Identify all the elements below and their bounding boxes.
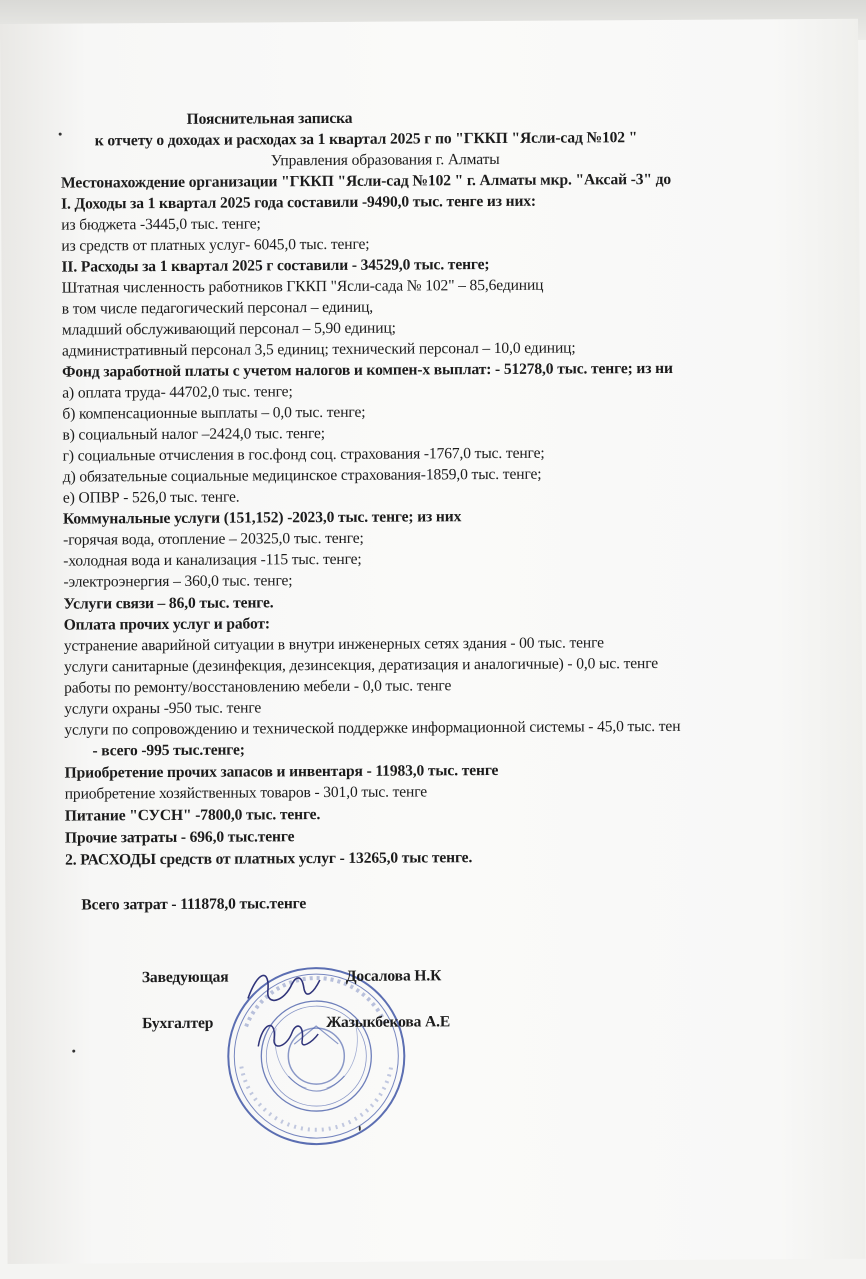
department-line: Управления образования г. Алматы (270, 150, 500, 170)
services-total: - всего -995 тыс.тенге; (92, 741, 245, 760)
payroll-item-f: е) ОПВР - 526,0 тыс. тенге. (62, 488, 240, 507)
other-services-heading: Оплата прочих услуг и работ: (63, 615, 271, 634)
speck (59, 133, 62, 136)
payroll-item-a: а) оплата труда- 44702,0 тыс. тенге; (62, 383, 293, 402)
paid-services-expenses: 2. РАСХОДЫ средств от платных услуг - 13265,0 тыс тенге. (65, 849, 473, 869)
staff-count: Штатная численность работников ГККП "Ясли-сада № 102" – 85,6единиц (61, 276, 544, 297)
income-heading: I. Доходы за 1 квартал 2025 года составили -9490,0 тыс. тенге из них: (61, 192, 537, 213)
payroll-item-c: в) социальный налог –2424,0 тыс. тенге; (62, 425, 325, 444)
utilities-electricity: -электроэнергия – 360,0 тыс. тенге; (63, 572, 293, 591)
head-role: Заведующая (141, 968, 229, 987)
utilities-heading: Коммунальные услуги (151,152) -2023,0 тыс. тенге; из них (62, 508, 462, 528)
document-page (0, 19, 866, 1264)
service-emergency: устранение аварийной ситуации в внутри инженерных сетях здания - 00 тыс. тенге (63, 634, 604, 655)
payroll-item-d: г) социальные отчисления в гос.фонд соц. страхования -1767,0 тыс. тенге; (62, 444, 545, 465)
inventory-purchase: Приобретение прочих запасов и инвентаря - 11983,0 тыс. тенге (64, 761, 499, 782)
accountant-signature (252, 1012, 322, 1057)
service-furniture: работы по ремонту/восстановлению мебели - 0,0 тыс. тенге (64, 677, 452, 697)
food-expenses: Питание "СУСН" -7800,0 тыс. тенге. (64, 806, 321, 825)
service-sanitary: услуги санитарные (дезинфекция, дезинсекция, дератизация и аналогичные) - 0,0 ыс. тенге (63, 654, 659, 676)
total-expenses: Всего затрат - 111878,0 тыс.тенге (81, 895, 307, 914)
utilities-cold-water: -холодная вода и канализация -115 тыс. тенге; (63, 550, 362, 570)
income-paid-services: из средств от платных услуг- 6045,0 тыс. тенге; (61, 235, 370, 255)
head-signature (244, 962, 324, 1012)
speck (359, 1126, 361, 1131)
payroll-item-e: д) обязательные социальные медицинское страхования-1859,0 тыс. тенге; (62, 465, 542, 486)
accountant-role: Бухгалтер (142, 1014, 214, 1033)
service-it-support: услуги по сопровождению и технической поддержке информационной системы - 45,0 тыс. тен (64, 717, 681, 739)
utilities-hot-water: -горячая вода, отопление – 20325,0 тыс. тенге; (63, 529, 364, 549)
communication-services: Услуги связи – 86,0 тыс. тенге. (63, 594, 274, 613)
pedagogical-staff: в том числе педагогический персонал – единиц, (61, 298, 374, 318)
speck (72, 1050, 75, 1053)
service-security: услуги охраны -950 тыс. тенге (64, 699, 262, 718)
expenses-heading: II. Расходы за 1 квартал 2025 г составили - 34529,0 тыс. тенге; (61, 256, 490, 276)
income-budget: из бюджета -3445,0 тыс. тенге; (61, 215, 261, 234)
document-subtitle: к отчету о доходах и расходах за 1 квартал 2025 г по "ГККП "Ясли-сад №102 " (94, 129, 638, 150)
head-name: Досалова Н.К (345, 967, 442, 985)
location-line: Местонахождение организации "ГККП "Ясли-сад №102 " г. Алматы мкр. "Аксай -3" до (60, 170, 672, 192)
admin-staff: административный персонал 3,5 единиц; технический персонал – 10,0 единиц; (61, 339, 576, 360)
household-goods: приобретение хозяйственных товаров - 301,0 тыс. тенге (64, 783, 428, 803)
document-title: Пояснительная записка (186, 109, 353, 128)
junior-staff: младший обслуживающий персонал – 5,90 единиц; (61, 319, 396, 339)
payroll-item-b: б) компенсационные выплаты – 0,0 тыс. тенге; (62, 403, 366, 423)
accountant-name: Жазыкбекова А.Е (326, 1013, 451, 1032)
other-costs: Прочие затраты - 696,0 тыс.тенге (64, 828, 295, 847)
payroll-heading: Фонд заработной платы с учетом налогов и компен-х выплат: - 51278,0 тыс. тенге; из ни (62, 359, 673, 381)
